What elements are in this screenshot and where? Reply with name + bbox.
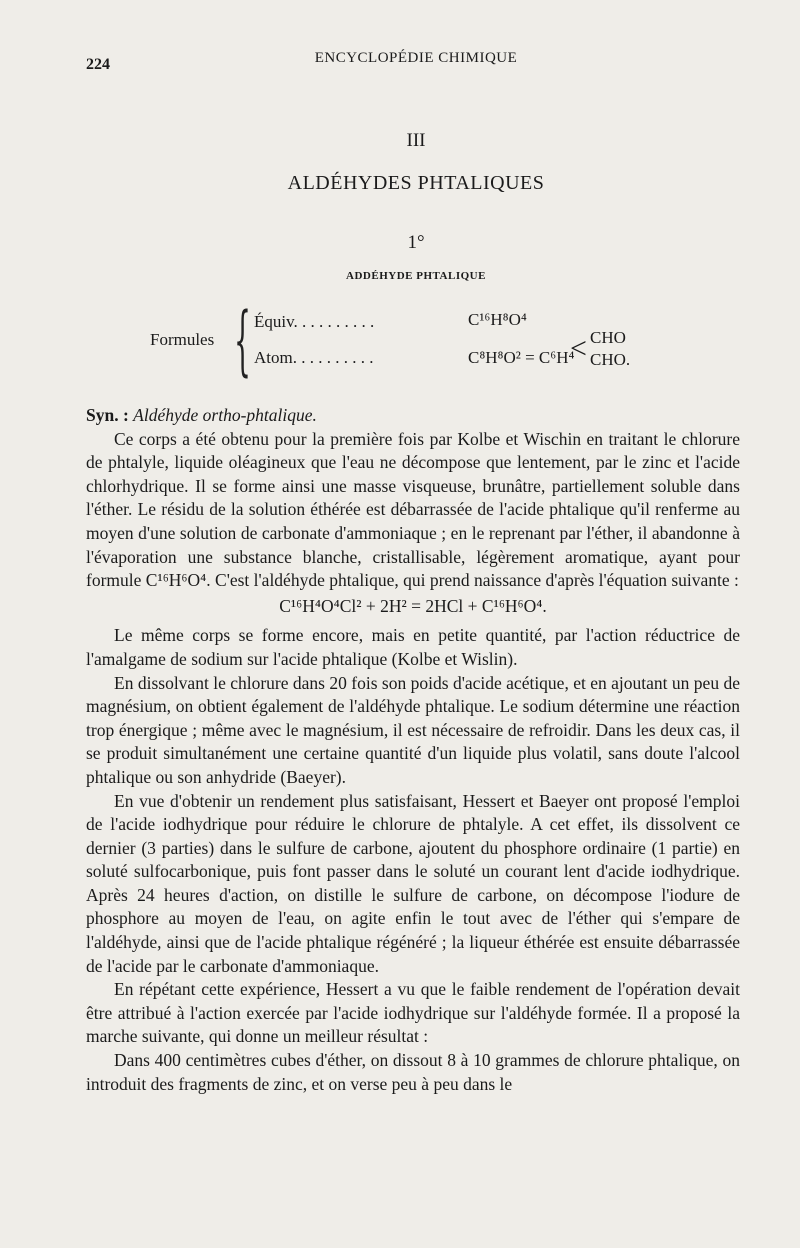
- subsection-number: 1°: [407, 232, 425, 253]
- branch-glyph: <: [570, 332, 587, 365]
- running-head: ENCYCLOPÉDIE CHIMIQUE: [314, 50, 518, 66]
- synonym-value: Aldéhyde ortho-phtalique.: [133, 405, 317, 425]
- atom-formula: C⁸H⁸O² = C⁶H⁴: [468, 348, 575, 367]
- paragraph-5: En répétant cette expérience, Hessert a vu que le faible rendement de l'opération devait être attribué à l'action exercée par l'acide iodhydrique sur l'aldéhyde formée. Il a proposé la marche suivante, qui donne un meilleur résultat :: [86, 979, 740, 1047]
- paragraph-4: En vue d'obtenir un rendement plus satisfaisant, Hessert et Baeyer ont proposé l'emploi de l'acide iodhydrique pour réduire le chlorure de phtalyle. A cet effet, ils dissolvent ce dernier (3 parties) dans le sulfure de carbone, ajoutent du phosphore ordinaire (1 partie) en soluté sulfocarbonique, puis font passer dans le soluté un courant lent d'acide iodhydrique. Après 24 heures d'action, on distille le sulfure de carbone, on décompose l'iodure de phosphore au moyen de l'eau, on agite enfin le tout avec de l'éther qui s'empare de l'aldéhyde, ainsi que de l'acide phtalique régénéré ; la liqueur éthérée est ensuite débarrassée de l'acide par le carbonate d'ammoniaque.: [86, 790, 740, 976]
- formula-block: [150, 295, 710, 384]
- cho-group-1: CHO: [590, 328, 626, 347]
- equiv-formula: C¹⁶H⁸O⁴: [468, 310, 527, 329]
- section-title: ALDÉHYDES PHTALIQUES: [287, 172, 545, 194]
- page-number: 224: [86, 56, 110, 73]
- paragraph-1: Ce corps a été obtenu pour la première fois par Kolbe et Wischin en traitant le chlorure de phtalyle, liquide oléagineux que l'eau ne décompose que lentement, par le zinc et l'acide chlorhydrique. Il se forme ainsi une masse visqueuse, brunâtre, partiellement soluble dans l'éther. Le résidu de la solution éthérée est débarrassée de l'acide phtalique qu'il renferme au moyen d'une solution de carbonate d'ammoniaque ; en le reprenant par l'éther, il abandonne à l'évaporation une substance blanche, cristallisable, légèrement aromatique, ayant pour formule C¹⁶H⁶O⁴. C'est l'aldéhyde phtalique, qui prend naissance d'après l'équation suivante :: [86, 428, 740, 591]
- synonym-label: Syn. :: [86, 405, 129, 425]
- equiv-name: Équiv. . . . . . . . . .: [254, 312, 375, 331]
- cho-group-2: CHO.: [590, 350, 631, 369]
- atom-name: Atom. . . . . . . . . .: [254, 348, 374, 367]
- synonym-line: [86, 404, 740, 428]
- formula-label: Formules: [150, 330, 215, 349]
- body-text: [86, 404, 740, 1096]
- paragraph-6: Dans 400 centimètres cubes d'éther, on dissout 8 à 10 grammes de chlorure phtalique, on introduit des fragments de zinc, et on verse peu à peu dans le: [86, 1050, 740, 1094]
- brace-glyph: {: [234, 295, 251, 384]
- paragraph-3: En dissolvant le chlorure dans 20 fois son poids d'acide acétique, et en ajoutant un peu de magnésium, on obtient également de l'aldéhyde phtalique. Le sodium détermine une réaction trop énergique ; même avec le magnésium, il est nécessaire de refroidir. Dans les deux cas, il se produit simultanément une certaine quantité d'un liquide plus volatil, sans doute l'alcool phtalique ou son anhydride (Baeyer).: [86, 672, 740, 787]
- compound-heading: ADDÉHYDE PHTALIQUE: [346, 270, 486, 282]
- reaction-equation: C¹⁶H⁴O⁴Cl² + 2H² = 2HCl + C¹⁶H⁶O⁴.: [279, 595, 547, 616]
- page-header: [86, 50, 746, 80]
- paragraph-2: Le même corps se forme encore, mais en petite quantité, par l'action réductrice de l'amalgame de sodium sur l'acide phtalique (Kolbe et Wislin).: [86, 625, 740, 669]
- section-roman-numeral: III: [406, 130, 426, 151]
